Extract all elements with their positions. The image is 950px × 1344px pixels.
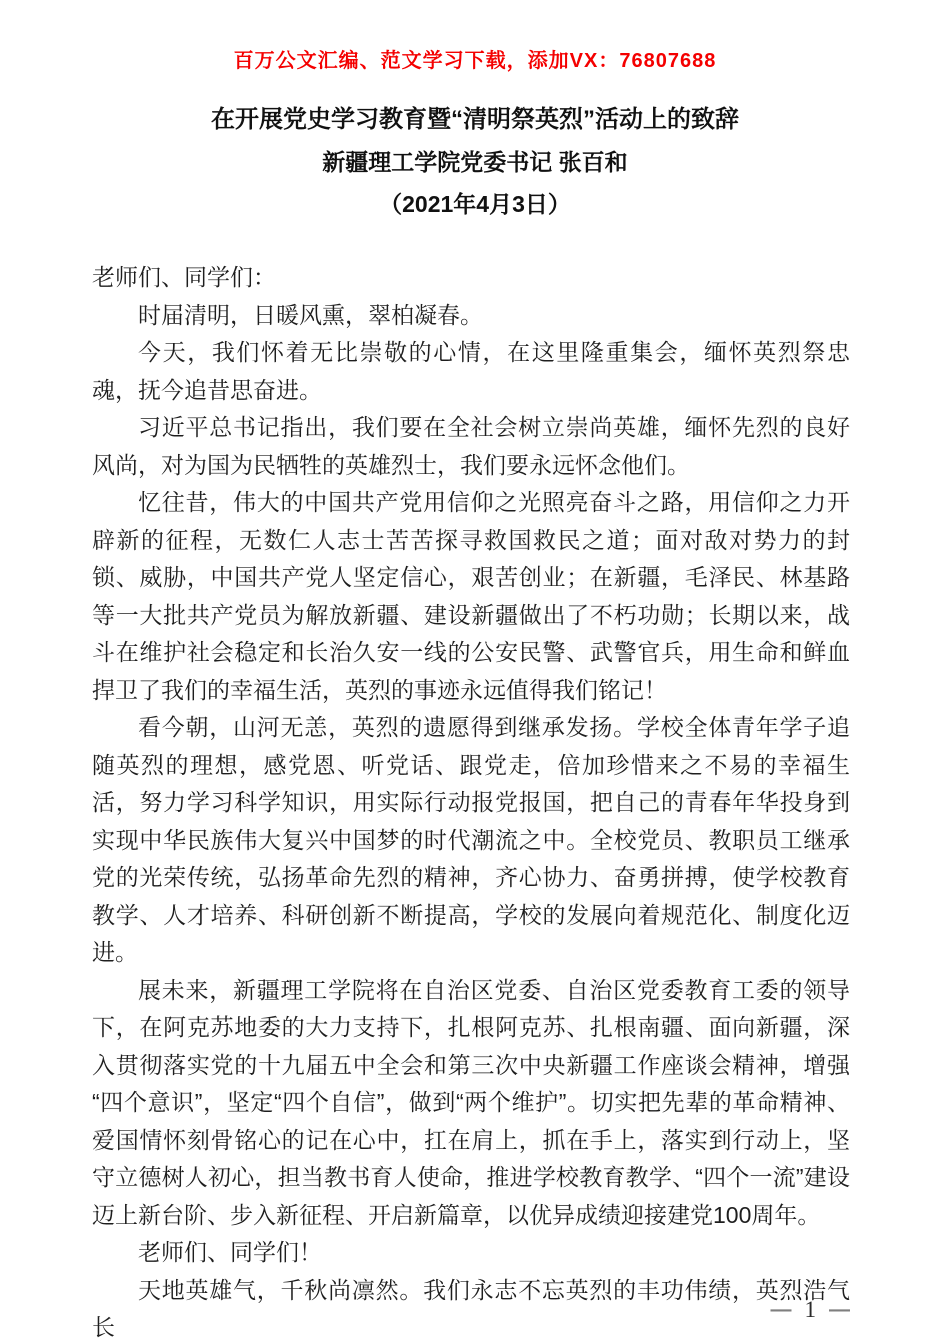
paragraph: 看今朝，山河无恙，英烈的遗愿得到继承发扬。学校全体青年学子追随英烈的理想，感党恩、听党话、跟党走，倍加珍惜来之不易的幸福生活，努力学习科学知识，用实际行动报党报国，把自己的青春年华投身到实现中华民族伟大复兴中国梦的时代潮流之中。全校党员、教职员工继承党的光荣传统，弘扬革命先烈的精神，齐心协力、奋勇拼搏，使学校教育教学、人才培养、科研创新不断提高，学校的发展向着规范化、制度化迈进。 [92,714,850,965]
document-title: 在开展党史学习教育暨“清明祭英烈”活动上的致辞 [211,106,739,133]
paragraph: 天地英雄气，千秋尚凛然。我们永志不忘英烈的丰功伟绩，英烈浩气长 [92,1276,850,1340]
paragraph-salutation-2: 老师们、同学们！ [138,1239,322,1265]
paragraph: 展未来，新疆理工学院将在自治区党委、自治区党委教育工委的领导下，在阿克苏地委的大力支持下，扎根阿克苏、扎根南疆、面向新疆，深入贯彻落实党的十九届五中全会和第三次中央新疆工作座谈会精神，增强“四个意识”，坚定“四个自信”，做到“两个维护”。切实把先辈的革命精神、爱国情怀刻骨铭心的记在心中，扛在肩上，抓在手上，落实到行动上，坚守立德树人初心，担当教书育人使命，推进学校教育教学、“四个一流”建设迈上新台阶、步入新征程、开启新篇章，以优异成绩迎接建党100周年。 [92,976,850,1228]
page-number [771,1299,851,1320]
header-ad-notice: 百万公文汇编、范文学习下载，添加VX：76807688 [233,50,717,72]
paragraph: 习近平总书记指出，我们要在全社会树立崇尚英雄，缅怀先烈的良好风尚，对为国为民牺牲的英雄烈士，我们要永远怀念他们。 [92,414,850,478]
paragraph: 时届清明，日暖风熏，翠柏凝春。 [138,301,483,328]
date-line: （2021年4月3日） [379,191,571,217]
author-line: 新疆理工学院党委书记 张百和 [322,149,628,175]
document-body [92,259,850,1344]
paragraph: 今天，我们怀着无比崇敬的心情，在这里隆重集会，缅怀英烈祭忠魂，抚今追昔思奋进。 [92,339,850,403]
page-number-dash-left: — [770,1298,792,1321]
paragraph: 忆往昔，伟大的中国共产党用信仰之光照亮奋斗之路，用信仰之力开辟新的征程，无数仁人志士苦苦探寻救国救民之道；面对敌对势力的封锁、威胁，中国共产党人坚定信心，艰苦创业；在新疆，毛泽民、林基路等一大批共产党员为解放新疆、建设新疆做出了不朽功勋；长期以来，战斗在维护社会稳定和长治久安一线的公安民警、武警官兵，用生命和鲜血捍卫了我们的幸福生活，英烈的事迹永远值得我们铭记！ [92,489,850,703]
page-number-dash-right: — [829,1298,850,1321]
paragraph-salutation: 老师们、同学们： [92,264,276,290]
page-number-value: 1 [804,1297,816,1322]
